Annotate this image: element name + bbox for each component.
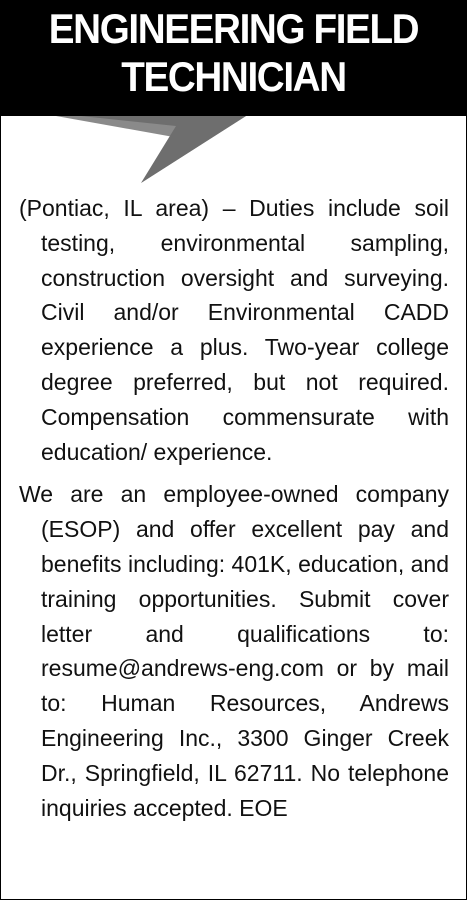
ad-title [20,5,448,101]
title-line-1: ENGINEERING FIELD [48,5,419,52]
ad-body [19,191,449,833]
duties-paragraph: (Pontiac, IL area) – Duties include soil testing, environmental sampling, construction oversight and surveying. Civil and/or Environmental CADD experience a plus. Two-year college degree preferred, but not required. Compensation commensurate with education/ experience. [19,195,449,465]
application-paragraph: We are an employee-owned company (ESOP) and offer excellent pay and benefits including: 401K, education, and training opportunities. Submit cover letter and qualifications to: resume@andrews-eng.com or by mail to: Human Resources, Andrews Engineering Inc., 3300 Ginger Creek Dr., Springfield, IL 62711. No telephone inquiries accepted. EOE [19,481,449,821]
title-line-2: TECHNICIAN [121,53,346,100]
